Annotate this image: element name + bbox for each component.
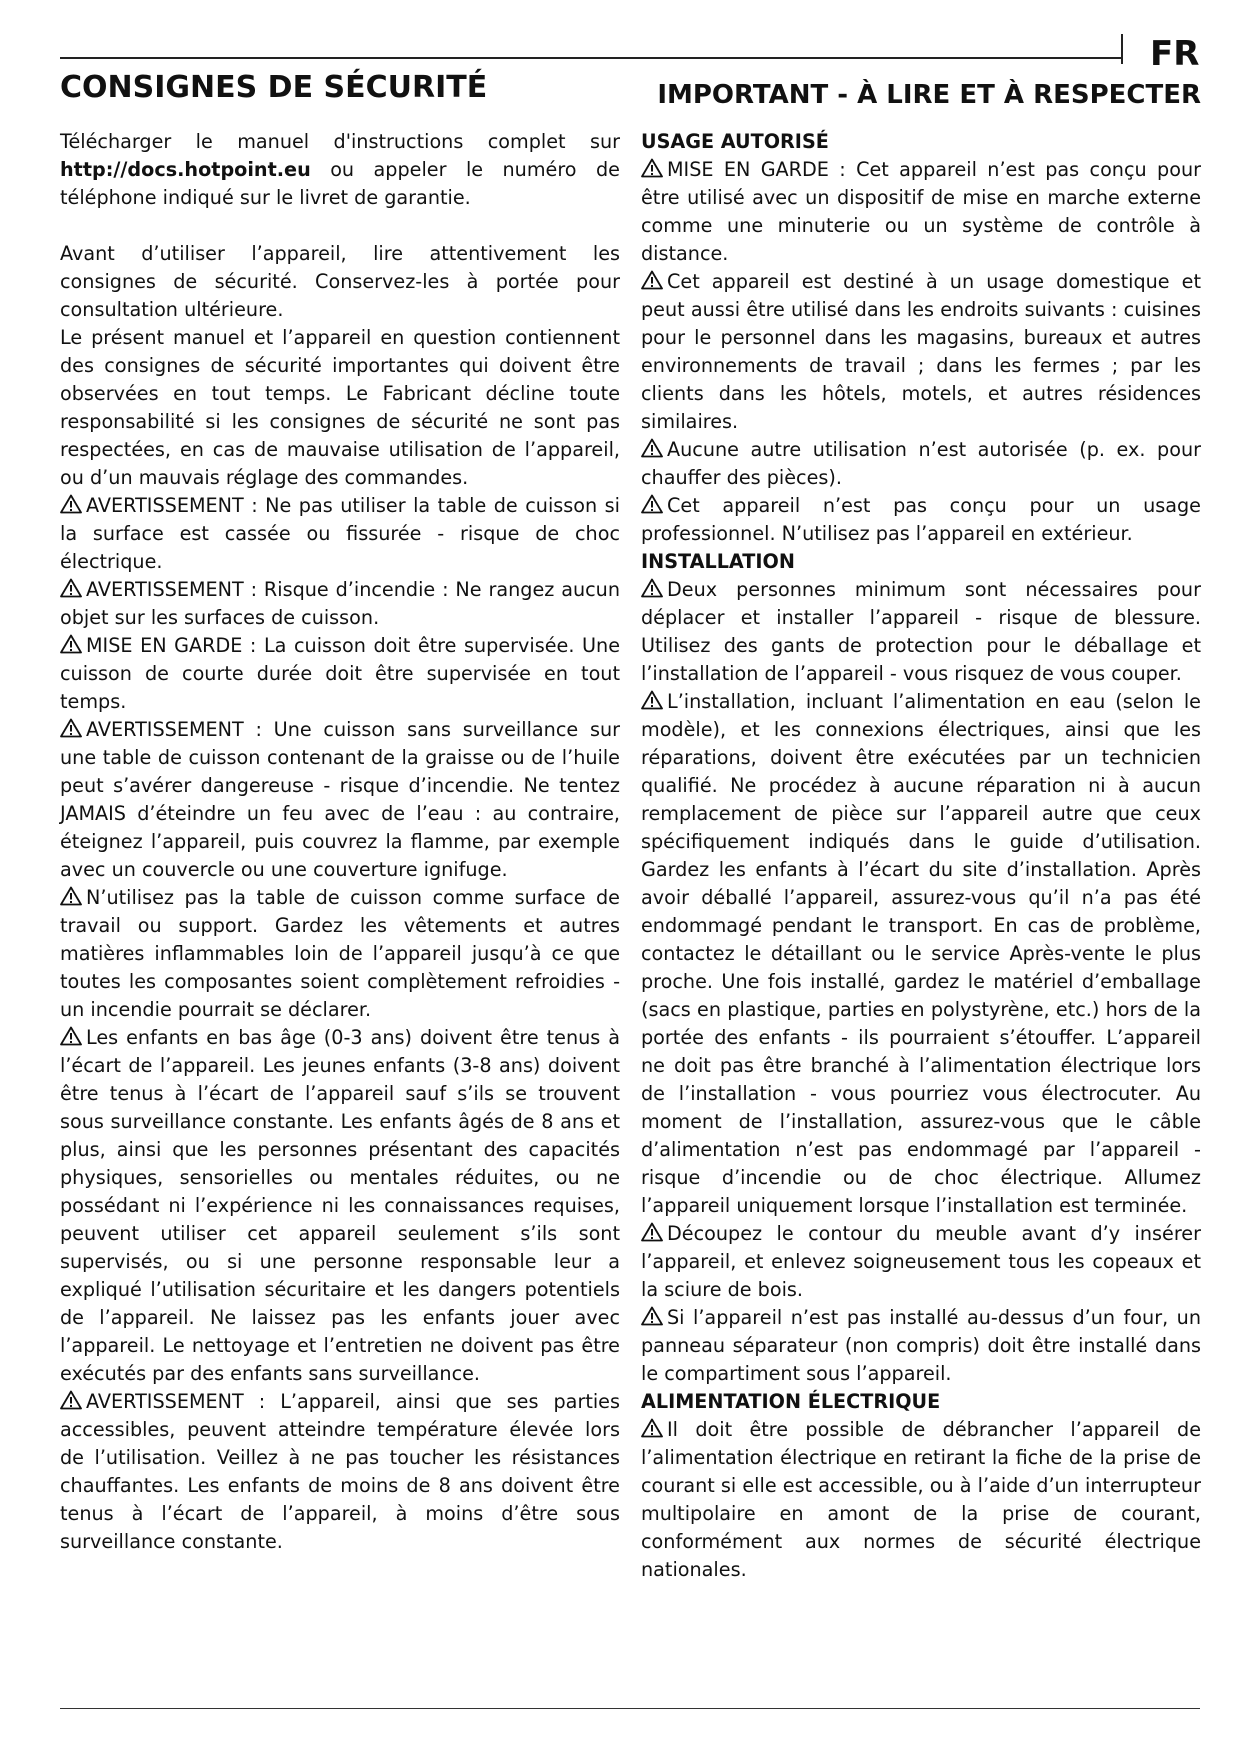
warning-icon xyxy=(60,578,82,598)
right-column xyxy=(641,128,1201,1584)
paragraph-read-instructions: Avant d’utiliser l’appareil, lire attentivement les consignes de sécurité. Conservez-les à portée pour consultation ultérieure. xyxy=(60,242,620,321)
warning-item xyxy=(60,1388,620,1556)
warning-text: MISE EN GARDE : La cuisson doit être supervisée. Une cuisson de courte durée doit être supervisée en tout temps. xyxy=(60,634,620,713)
warning-text: AVERTISSEMENT : Ne pas utiliser la table de cuisson si la surface est cassée ou fissurée - risque de choc électrique. xyxy=(60,494,620,573)
intro-text-end: ou appeler le numéro de téléphone indiqué sur le livret de garantie. xyxy=(60,158,620,209)
warning-icon xyxy=(60,634,82,654)
warning-icon xyxy=(641,578,663,598)
warning-item xyxy=(641,688,1201,1220)
warning-icon xyxy=(60,886,82,906)
warning-text: Si l’appareil n’est pas installé au-dessus d’un four, un panneau séparateur (non compris) doit être installé dans le compartiment sous l’appareil. xyxy=(641,1306,1201,1385)
warning-item xyxy=(641,1304,1201,1388)
language-code: FR xyxy=(1150,34,1200,74)
warning-text: AVERTISSEMENT : Une cuisson sans surveillance sur une table de cuisson contenant de la graisse ou de l’huile peut s’avérer dangereuse - risque d’incendie. Ne tentez JAMAIS d’éteindre un feu avec de l’eau : au contraire, éteignez l’appareil, puis couvrez la flamme, par exemple avec un couvercle ou une couverture ignifuge. xyxy=(60,718,620,881)
warning-text: Deux personnes minimum sont nécessaires pour déplacer et installer l’appareil - risque de blessure. Utilisez des gants de protection pour le déballage et l’installation de l’appareil - vous risquez de vous couper. xyxy=(641,578,1201,685)
warning-text: Cet appareil n’est pas conçu pour un usage professionnel. N’utilisez pas l’appareil en extérieur. xyxy=(641,494,1201,545)
warning-item xyxy=(60,716,620,884)
warning-icon xyxy=(641,1222,663,1242)
warning-icon xyxy=(60,718,82,738)
warning-icon xyxy=(60,1026,82,1046)
warning-text: L’installation, incluant l’alimentation en eau (selon le modèle), et les connexions électriques, ainsi que les réparations, doivent être exécutées par un technicien qualifié. Ne procédez à aucune réparation ni à aucun remplacement de pièce sur l’appareil autre que ceux spécifiquement indiqués dans le guide d’utilisation. Gardez les enfants à l’écart du site d’installation. Après avoir déballé l’appareil, assurez-vous qu’il n’a pas été endommagé pendant le transport. En cas de problème, contactez le détaillant ou le service Après-vente le plus proche. Une fois installé, gardez le matériel d’emballage (sacs en plastique, parties en polystyrène, etc.) hors de la portée des enfants - ils pourraient s’étouffer. L’appareil ne doit pas être branché à l’alimentation électrique lors de l’installation - vous pourriez vous électrocuter. Au moment de l’installation, assurez-vous que le câble d’alimentation n’est pas endommagé par l’appareil - risque d’incendie ou de choc électrique. Allumez l’appareil uniquement lorsque l’installation est terminée. xyxy=(641,690,1201,1217)
warning-item xyxy=(641,156,1201,268)
warning-icon xyxy=(641,158,663,178)
page-title: CONSIGNES DE SÉCURITÉ xyxy=(60,70,488,105)
warning-text: MISE EN GARDE : Cet appareil n’est pas conçu pour être utilisé avec un dispositif de mise en marche externe comme une minuterie ou un système de contrôle à distance. xyxy=(641,158,1201,265)
warning-item xyxy=(60,1024,620,1388)
warning-item xyxy=(60,576,620,632)
page-subtitle: IMPORTANT - À LIRE ET À RESPECTER xyxy=(657,80,1201,110)
section-title-usage: USAGE AUTORISÉ xyxy=(641,130,829,153)
warning-item xyxy=(641,576,1201,688)
warning-item xyxy=(60,492,620,576)
paragraph-manufacturer: Le présent manuel et l’appareil en question contiennent des consignes de sécurité importantes qui doivent être observées en tout temps. Le Fabricant décline toute responsabilité si les consignes de sécurité ne sont pas respectées, en cas de mauvaise utilisation de l’appareil, ou d’un mauvais réglage des commandes. xyxy=(60,326,620,489)
warning-text: Cet appareil est destiné à un usage domestique et peut aussi être utilisé dans les endroits suivants : cuisines pour le personnel dans les magasins, bureaux et autres environnements de travail ; dans les fermes ; par les clients dans les hôtels, motels, et autres résidences similaires. xyxy=(641,270,1201,433)
warning-text: Découpez le contour du meuble avant d’y insérer l’appareil, et enlevez soigneusement tous les copeaux et la sciure de bois. xyxy=(641,1222,1201,1301)
warning-icon xyxy=(641,1306,663,1326)
warning-item xyxy=(60,884,620,1024)
warning-item xyxy=(641,492,1201,548)
header-rule-tick xyxy=(1121,34,1123,64)
docs-link[interactable]: http://docs.hotpoint.eu xyxy=(60,158,311,181)
warning-icon xyxy=(60,494,82,514)
warning-text: AVERTISSEMENT : L’appareil, ainsi que ses parties accessibles, peuvent atteindre température élevée lors de l’utilisation. Veillez à ne pas toucher les résistances chauffantes. Les enfants de moins de 8 ans doivent être tenus à l’écart de l’appareil, à moins d’être sous surveillance constante. xyxy=(60,1390,620,1553)
warning-icon xyxy=(641,270,663,290)
warning-icon xyxy=(641,1418,663,1438)
warning-text: AVERTISSEMENT : Risque d’incendie : Ne rangez aucun objet sur les surfaces de cuisson. xyxy=(60,578,620,629)
intro-text: Télécharger le manuel d'instructions complet sur xyxy=(60,130,620,153)
warning-item xyxy=(641,436,1201,492)
left-column xyxy=(60,128,620,1556)
warning-text: Aucune autre utilisation n’est autorisée (p. ex. pour chauffer des pièces). xyxy=(641,438,1201,489)
footer-rule xyxy=(60,1708,1200,1709)
warning-icon xyxy=(641,690,663,710)
warning-item xyxy=(641,1220,1201,1304)
warning-text: Il doit être possible de débrancher l’appareil de l’alimentation électrique en retirant la fiche de la prise de courant si elle est accessible, ou à l’aide d’un interrupteur multipolaire en amont de la prise de courant, conformément aux normes de sécurité électrique nationales. xyxy=(641,1418,1201,1581)
warning-icon xyxy=(641,494,663,514)
intro-paragraph xyxy=(60,128,620,212)
warning-item xyxy=(60,632,620,716)
warning-item xyxy=(641,1416,1201,1584)
warning-icon xyxy=(641,438,663,458)
warning-icon xyxy=(60,1390,82,1410)
section-title-power: ALIMENTATION ÉLECTRIQUE xyxy=(641,1390,941,1413)
warning-text: N’utilisez pas la table de cuisson comme surface de travail ou support. Gardez les vêtements et autres matières inflammables loin de l’appareil jusqu’à ce que toutes les composantes soient complètement refroidies - un incendie pourrait se déclarer. xyxy=(60,886,620,1021)
warning-text: Les enfants en bas âge (0-3 ans) doivent être tenus à l’écart de l’appareil. Les jeunes enfants (3-8 ans) doivent être tenus à l’écart de l’appareil sauf s’ils se trouvent sous surveillance constante. Les enfants âgés de 8 ans et plus, ainsi que les personnes présentant des capacités physiques, sensorielles ou mentales réduites, ou ne possédant ni l’expérience ni les connaissances requises, peuvent utiliser cet appareil seulement s’ils sont supervisés, ou si une personne responsable leur a expliqué l’utilisation sécuritaire et les dangers potentiels de l’appareil. Ne laissez pas les enfants jouer avec l’appareil. Le nettoyage et l’entretien ne doivent pas être exécutés par des enfants sans surveillance. xyxy=(60,1026,620,1385)
warning-item xyxy=(641,268,1201,436)
header-rule xyxy=(60,57,1122,59)
section-title-installation: INSTALLATION xyxy=(641,550,795,573)
